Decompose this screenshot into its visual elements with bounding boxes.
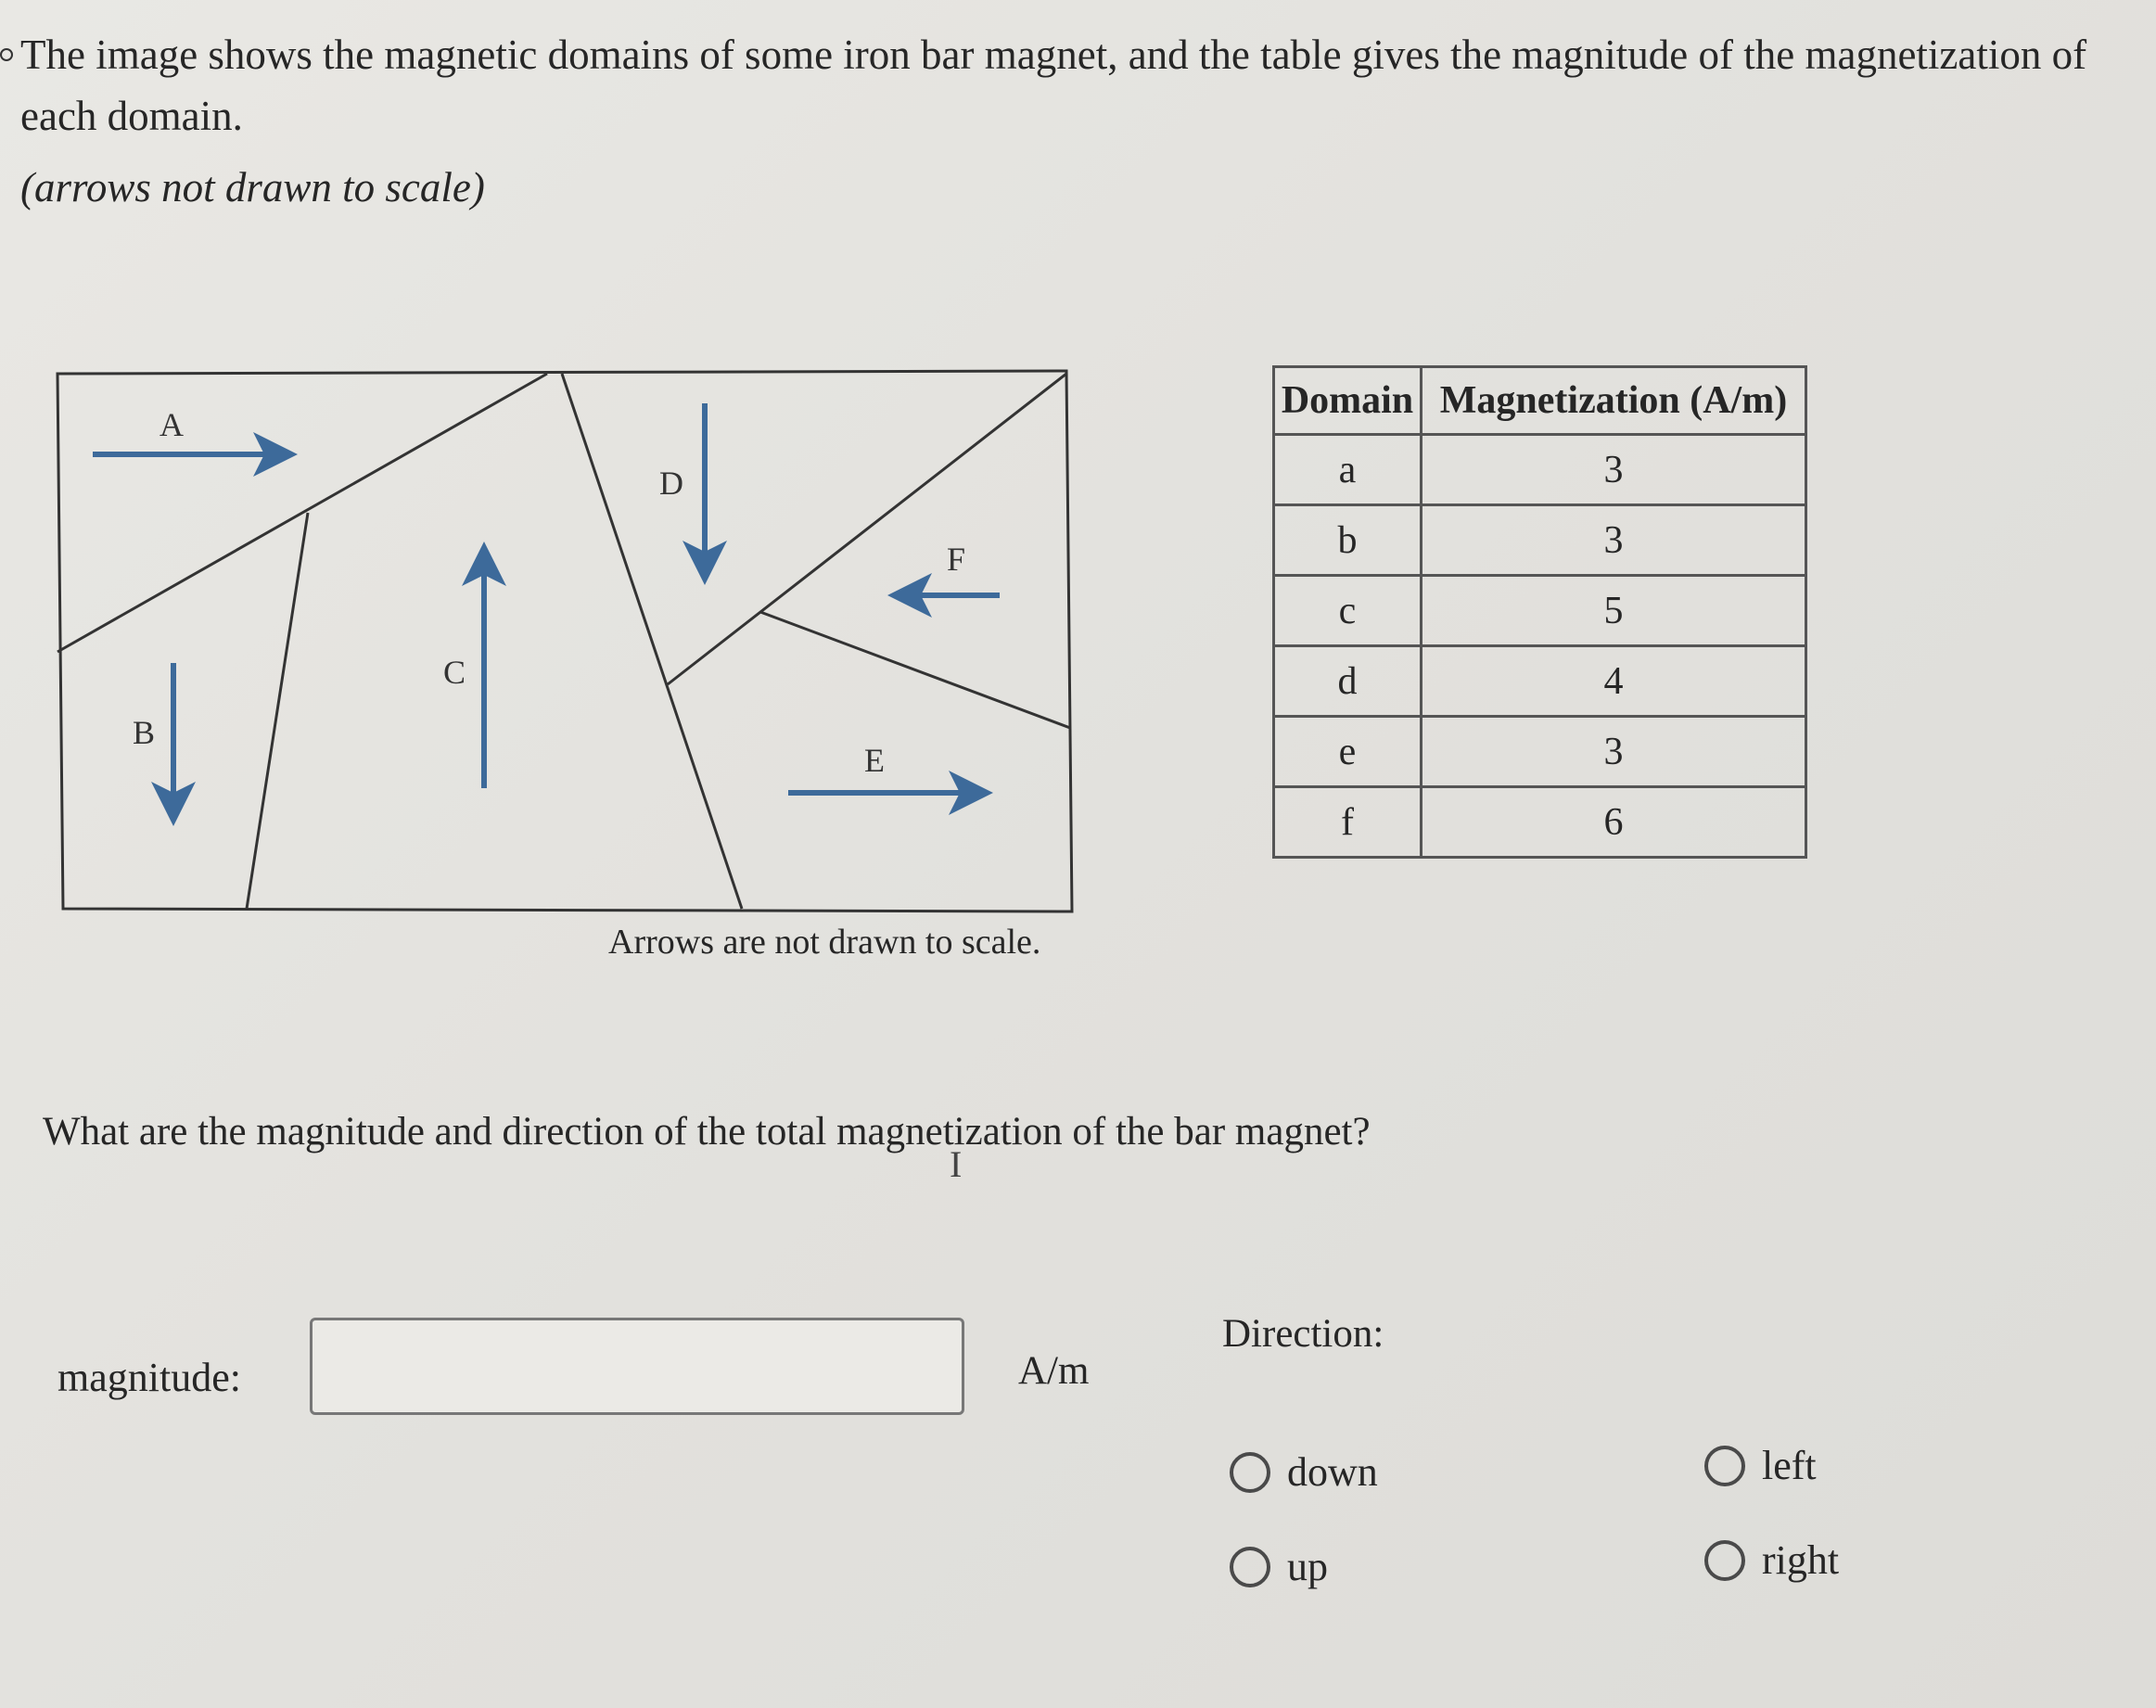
domain-wall: [562, 374, 742, 909]
magnetization-table: [1272, 365, 1807, 859]
scale-note: (arrows not drawn to scale): [20, 164, 485, 210]
cell-value: 5: [1422, 576, 1806, 646]
radio-label: down: [1287, 1449, 1378, 1495]
radio-label: right: [1762, 1537, 1840, 1583]
radio-circle-icon[interactable]: [1230, 1547, 1270, 1587]
label-a: A: [159, 406, 184, 443]
cell-value: 6: [1422, 787, 1806, 858]
unit-label: A/m: [1018, 1349, 1090, 1393]
radio-circle-icon[interactable]: [1230, 1452, 1270, 1493]
label-d: D: [659, 465, 683, 502]
radio-down[interactable]: [1230, 1448, 1378, 1496]
table-row: [1274, 435, 1806, 505]
header-magnetization: Magnetization (A/m): [1422, 367, 1806, 435]
label-f: F: [946, 541, 966, 578]
domain-diagram: [56, 366, 1085, 923]
cell-domain: e: [1274, 717, 1422, 787]
table-row: [1274, 576, 1806, 646]
table-row: [1274, 787, 1806, 858]
radio-left[interactable]: [1704, 1442, 1817, 1489]
radio-right[interactable]: [1704, 1536, 1839, 1584]
label-e: E: [864, 742, 885, 779]
table-header-row: [1274, 367, 1806, 435]
label-b: B: [132, 714, 156, 751]
cell-domain: a: [1274, 435, 1422, 505]
label-c: C: [442, 654, 466, 691]
question-intro: The image shows the magnetic domains of some iron bar magnet, and the table gives the magnitude of the magnetization of each domain.: [20, 32, 2087, 139]
radio-up[interactable]: [1230, 1543, 1328, 1590]
table-row: [1274, 505, 1806, 576]
text-cursor-icon: I: [950, 1143, 963, 1185]
bullet-icon: [0, 48, 13, 61]
question-prompt: What are the magnitude and direction of the total magnetization of the bar magnet?: [43, 1110, 1371, 1154]
cell-domain: f: [1274, 787, 1422, 858]
domain-wall: [57, 374, 547, 652]
figure-caption: Arrows are not drawn to scale.: [608, 923, 1041, 962]
cell-value: 3: [1422, 435, 1806, 505]
cell-domain: c: [1274, 576, 1422, 646]
radio-circle-icon[interactable]: [1704, 1446, 1745, 1486]
table-row: [1274, 646, 1806, 717]
radio-circle-icon[interactable]: [1704, 1540, 1745, 1581]
cell-value: 3: [1422, 505, 1806, 576]
magnitude-label: magnitude:: [57, 1355, 241, 1400]
table-row: [1274, 717, 1806, 787]
cell-value: 4: [1422, 646, 1806, 717]
domain-wall: [668, 374, 1066, 684]
direction-label: Direction:: [1222, 1312, 1384, 1356]
domain-wall: [247, 513, 308, 909]
cell-domain: b: [1274, 505, 1422, 576]
cell-domain: d: [1274, 646, 1422, 717]
cell-value: 3: [1422, 717, 1806, 787]
radio-label: up: [1287, 1544, 1328, 1589]
radio-label: left: [1762, 1443, 1817, 1488]
domain-wall: [760, 612, 1070, 728]
header-domain: Domain: [1274, 367, 1422, 435]
magnitude-input[interactable]: [310, 1318, 964, 1415]
